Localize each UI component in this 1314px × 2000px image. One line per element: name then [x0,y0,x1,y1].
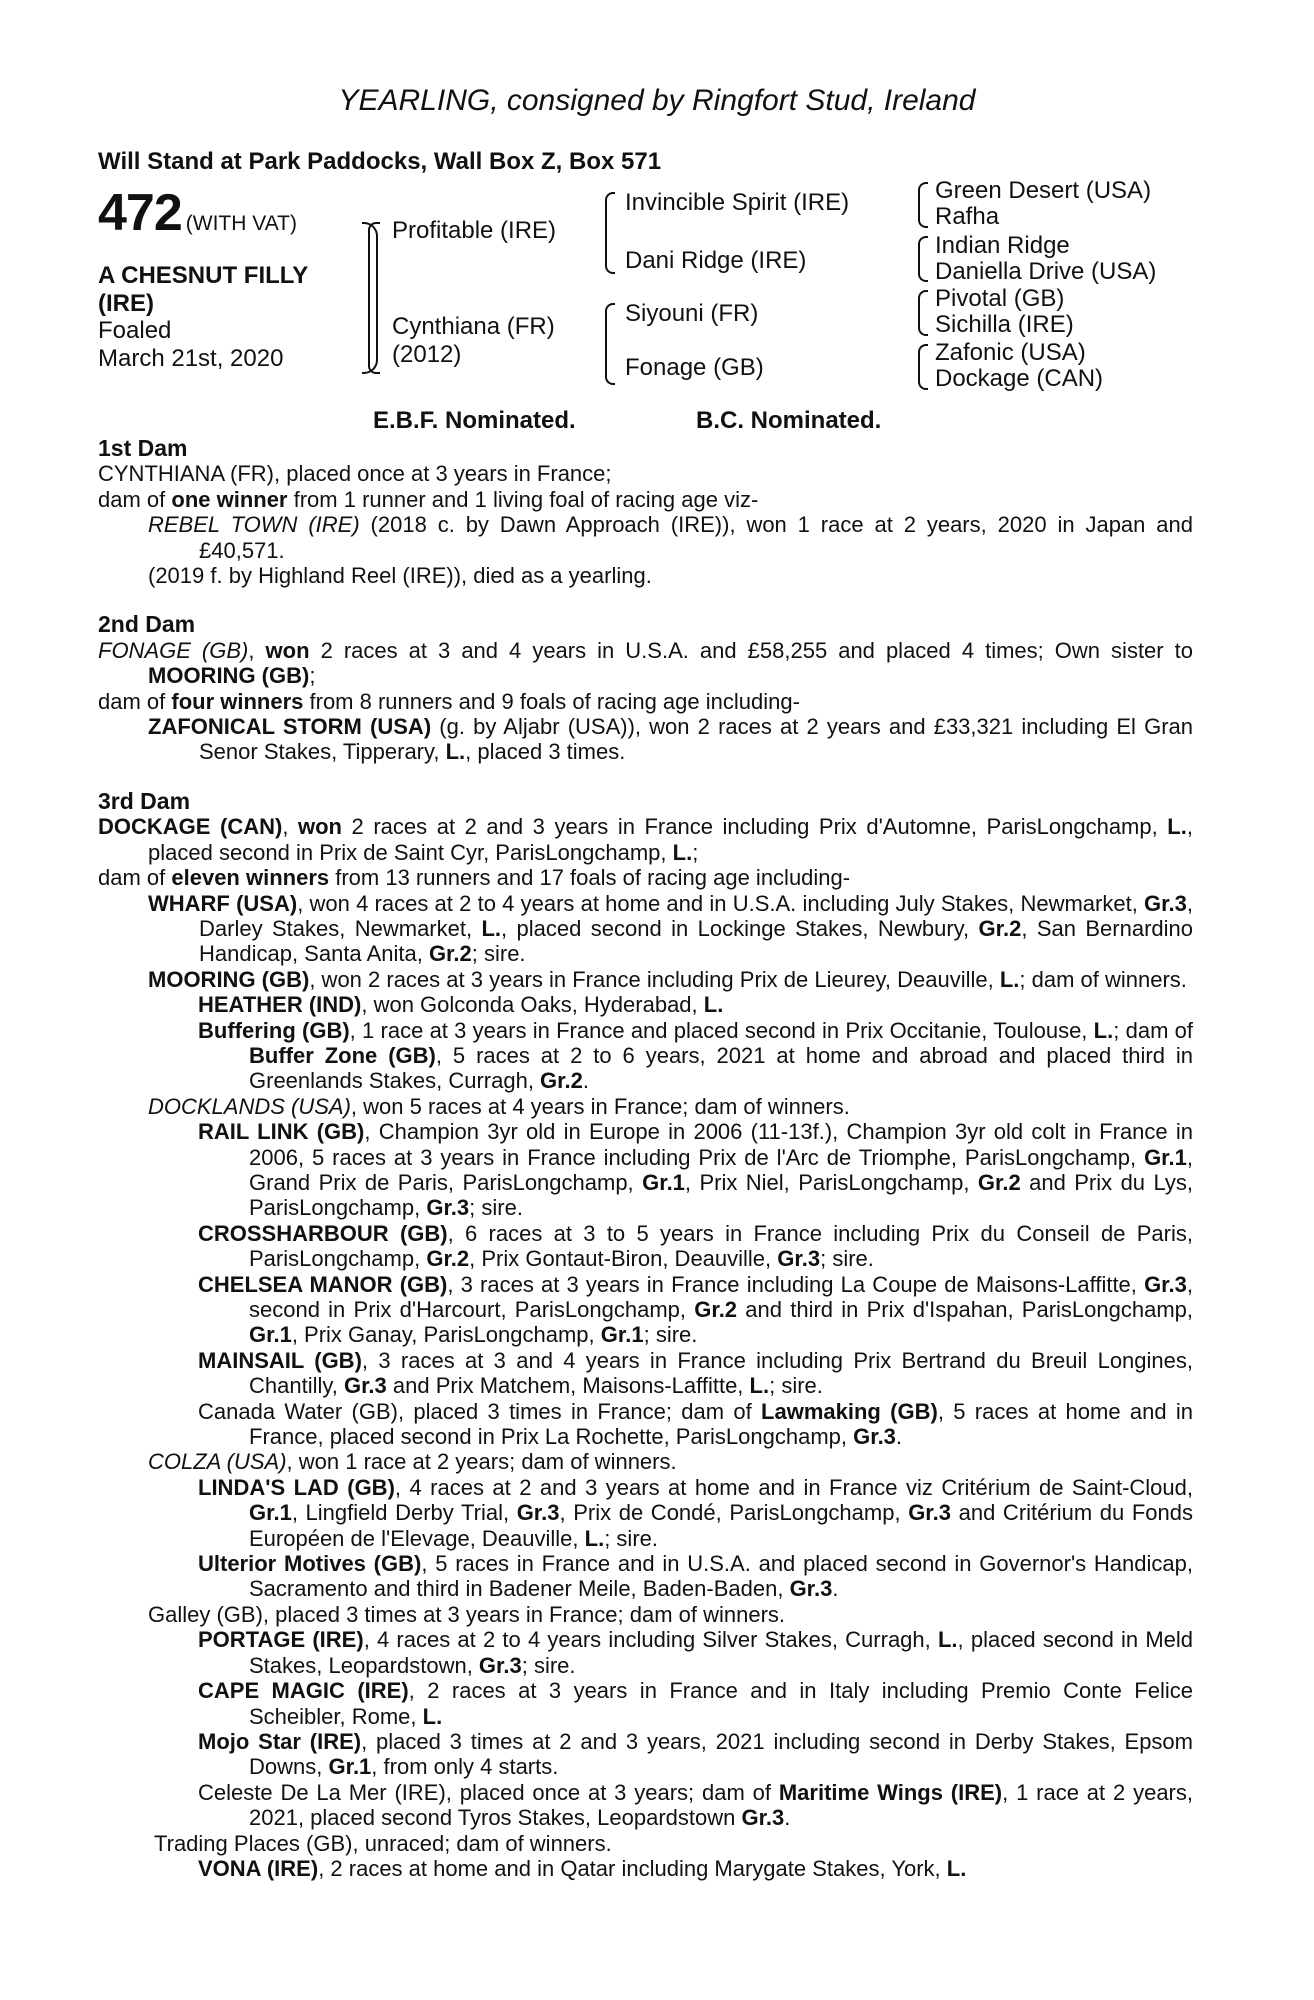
produce-entry: LINDA'S LAD (GB), 4 races at 2 and 3 years at home and in France viz Critérium de Saint-Cloud, Gr.1, Lingfield Derby Trial, Gr.3, Prix de Condé, ParisLongchamp, Gr.3 and Critérium du Fonds Européen de l'Elevage, Deauville, L.; sire. [198,1474,1193,1551]
dam-line: CYNTHIANA (FR), placed once at 3 years in France; [98,461,612,487]
produce-entry: RAIL LINK (GB), Champion 3yr old in Europe in 2006 (11-13f.), Champion 3yr old colt in France in 2006, 5 races at 3 years in France including Prix de l'Arc de Triomphe, ParisLongchamp, Gr.1, Grand Prix de Paris, ParisLongchamp, Gr.1, Prix Niel, ParisLongchamp, Gr.2 and Prix du Lys, ParisLongchamp, Gr.3; sire. [198,1119,1194,1221]
ancestor: Dockage (CAN) [935,365,1104,392]
produce-entry: CHELSEA MANOR (GB), 3 races at 3 years in France including La Coupe de Maisons-Laffitte, Gr.3, second in Prix d'Harcourt, ParisLongchamp, Gr.2 and third in Prix d'Ispahan, ParisLongchamp, Gr.1, Prix Ganay, ParisLongchamp, Gr.1; sire. [198,1271,1193,1348]
dam-sire: Siyouni (FR) [625,300,759,327]
pedigree-brace [918,182,928,228]
produce-entry: Celeste De La Mer (IRE), placed once at 3 years; dam of Maritime Wings (IRE), 1 race at 2 years, 2021, placed second Tyros Stakes, Leopardstown Gr.3. [198,1779,1193,1831]
produce-entry: Canada Water (GB), placed 3 times in France; dam of Lawmaking (GB), 5 races at home and in France, placed second in Prix La Rochette, ParisLongchamp, Gr.3. [198,1398,1194,1450]
produce-entry: VONA (IRE), 2 races at home and in Qatar including Marygate Stakes, York, L. [198,1855,967,1881]
dam-line: dam of eleven winners from 13 runners and 17 foals of racing age including- [98,865,851,891]
foaled-date: March 21st, 2020 [98,345,284,372]
produce-entry: ZAFONICAL STORM (USA) (g. by Aljabr (USA)), won 2 races at 2 years and £33,321 including El Gran Senor Stakes, Tipperary, L., placed 3 times. [148,714,1193,765]
section-title-2nd-dam: 2nd Dam [98,611,196,638]
sire-name: Profitable (IRE) [392,217,557,244]
produce-entry: HEATHER (IND), won Golconda Oaks, Hyderabad, L. [198,992,724,1018]
section-title-3rd-dam: 3rd Dam [98,787,191,814]
ancestor: Daniella Drive (USA) [935,258,1157,285]
sire-sire: Invincible Spirit (IRE) [625,189,850,216]
dam-line: dam of one winner from 1 runner and 1 living foal of racing age viz- [98,486,759,512]
produce-entry: Ulterior Motives (GB), 5 races in France and in U.S.A. and placed second in Governor's Handicap, Sacramento and third in Badener Meile, Baden-Baden, Gr.3. [198,1551,1193,1602]
produce-entry: Galley (GB), placed 3 times at 3 years in France; dam of winners. [148,1601,786,1627]
ancestor: Pivotal (GB) [935,285,1065,312]
ancestor: Rafha [935,203,1000,230]
stand-location: Will Stand at Park Paddocks, Wall Box Z, Box 571 [98,148,662,175]
dam-line: dam of four winners from 8 runners and 9 foals of racing age including- [98,688,800,714]
produce-entry: DOCKLANDS (USA), won 5 races at 4 years in France; dam of winners. [148,1093,850,1119]
produce-entry: CAPE MAGIC (IRE), 2 races at 3 years in France and in Italy including Premio Conte Felice Scheibler, Rome, L. [198,1678,1193,1729]
sire-dam: Dani Ridge (IRE) [625,247,807,274]
pedigree-brace [605,303,615,385]
bc-nominated: B.C. Nominated. [696,407,882,434]
foaled-info: Foaled March 21st, 2020 [98,317,284,372]
dam-line: DOCKAGE (CAN), won 2 races at 2 and 3 years in France including Prix d'Automne, ParisLongchamp, L., placed second in Prix de Saint Cyr, ParisLongchamp, L.; [98,814,1193,865]
lot-number-block [98,183,297,243]
ebf-nominated: E.B.F. Nominated. [373,407,576,434]
produce-entry: (2019 f. by Highland Reel (IRE)), died as a yearling. [148,563,652,589]
produce-entry: Trading Places (GB), unraced; dam of winners. [154,1830,612,1856]
produce-entry: Mojo Star (IRE), placed 3 times at 2 and 3 years, 2021 including second in Derby Stakes, Epsom Downs, Gr.1, from only 4 starts. [198,1728,1193,1780]
produce-entry: WHARF (USA), won 4 races at 2 to 4 years at home and in U.S.A. including July Stakes, Newmarket, Gr.3, Darley Stakes, Newmarket, L., placed second in Lockinge Stakes, Newbury, Gr.2, San Bernardino Handicap, Santa Anita, Gr.2; sire. [148,890,1194,967]
pedigree-brace [918,344,928,390]
pedigree-brace [605,192,615,274]
ancestor: Zafonic (USA) [935,339,1086,366]
dam-year: (2012) [392,341,462,368]
page-heading: YEARLING, consigned by Ringfort Stud, Ireland [338,84,976,117]
pedigree-brace [368,222,380,374]
horse-name: A CHESNUT FILLY (IRE) [98,262,309,317]
produce-entry: REBEL TOWN (IRE) (2018 c. by Dawn Approach (IRE)), won 1 race at 2 years, 2020 in Japan and £40,571. [148,512,1193,563]
dam-dam: Fonage (GB) [625,354,764,381]
lot-number: 472 [98,184,182,242]
section-title-1st-dam: 1st Dam [98,435,188,461]
produce-entry: PORTAGE (IRE), 4 races at 2 to 4 years including Silver Stakes, Curragh, L., placed second in Meld Stakes, Leopardstown, Gr.3; sire. [198,1627,1194,1678]
dam-name: Cynthiana (FR) [392,313,555,340]
ancestor: Sichilla (IRE) [935,311,1074,338]
ancestor: Green Desert (USA) [935,177,1152,204]
dam-line: FONAGE (GB), won 2 races at 3 and 4 years in U.S.A. and £58,255 and placed 4 times; Own sister to MOORING (GB); [98,637,1194,689]
family-details [98,436,1193,1881]
produce-entry: CROSSHARBOUR (GB), 6 races at 3 to 5 years in France including Prix du Conseil de Paris, ParisLongchamp, Gr.2, Prix Gontaut-Biron, Deauville, Gr.3; sire. [198,1220,1193,1272]
pedigree-brace [918,290,928,336]
produce-entry: Buffering (GB), 1 race at 3 years in France and placed second in Prix Occitanie, Toulouse, L.; dam of Buffer Zone (GB), 5 races at 2 to 6 years, 2021 at home and abroad and placed third in Greenlands Stakes, Curragh, Gr.2. [198,1017,1194,1094]
vat-note: (WITH VAT) [185,212,297,235]
ancestor: Indian Ridge [935,232,1070,259]
produce-entry: COLZA (USA), won 1 race at 2 years; dam of winners. [148,1449,677,1475]
produce-entry: MAINSAIL (GB), 3 races at 3 and 4 years in France including Prix Bertrand du Breuil Longines, Chantilly, Gr.3 and Prix Matchem, Maisons-Laffitte, L.; sire. [198,1347,1193,1399]
produce-entry: MOORING (GB), won 2 races at 3 years in France including Prix de Lieurey, Deauville, L.; dam of winners. [148,966,1187,992]
pedigree-brace [918,236,928,282]
